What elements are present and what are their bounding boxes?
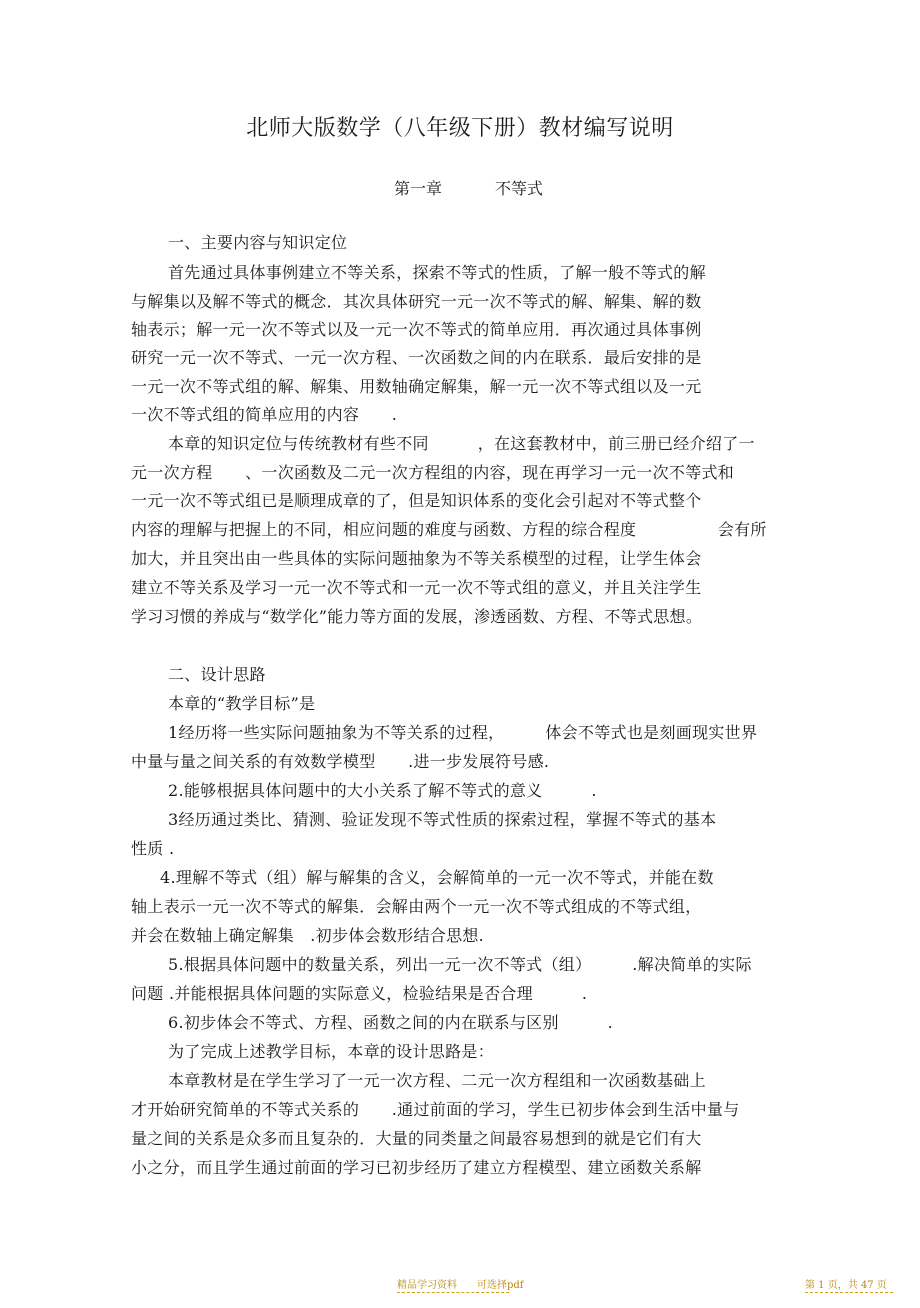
paragraph-line: 本章的“教学目标”是 bbox=[168, 694, 316, 713]
chapter-name: 不等式 bbox=[495, 179, 544, 198]
objective-line: 5.根据具体问题中的数量关系，列出一元一次不等式（组） .解决简单的实际 bbox=[168, 955, 752, 974]
objective-line: 3经历通过类比、猜测、验证发现不等式性质的探索过程，掌握不等式的基本 bbox=[168, 810, 717, 829]
footer-divider bbox=[805, 1292, 893, 1293]
section-heading: 一、主要内容与知识定位 bbox=[168, 233, 348, 252]
paragraph-line: 建立不等关系及学习一元一次不等式和一元一次不等式组的意义，并且关注学生 bbox=[131, 578, 702, 597]
paragraph-line: 内容的理解与把握上的不同，相应问题的难度与函数、方程的综合程度 会有所 bbox=[131, 520, 767, 539]
paragraph-line: 加大，并且突出由一些具体的实际问题抽象为不等关系模型的过程，让学生体会 bbox=[131, 549, 702, 568]
objective-line: 1经历将一些实际问题抽象为不等关系的过程， 体会不等式也是刻画现实世界 bbox=[168, 723, 758, 742]
paragraph-line: 小之分，而且学生通过前面的学习已初步经历了建立方程模型、建立函数关系解 bbox=[131, 1158, 702, 1177]
paragraph-line: 一次不等式组的简单应用的内容 . bbox=[131, 405, 398, 424]
objective-line: 轴上表示一元一次不等式的解集．会解由两个一元一次不等式组成的不等式组， bbox=[131, 897, 702, 916]
paragraph-line: 轴表示；解一元一次不等式以及一元一次不等式的简单应用．再次通过具体事例 bbox=[131, 320, 702, 339]
objective-line: 4.理解不等式（组）解与解集的含义，会解简单的一元一次不等式，并能在数 bbox=[160, 868, 714, 887]
objective-line: 性质 . bbox=[131, 839, 175, 858]
paragraph-line: 本章教材是在学生学习了一元一次方程、二元一次方程组和一次函数基础上 bbox=[168, 1071, 706, 1090]
section-heading: 二、设计思路 bbox=[168, 665, 266, 684]
paragraph-line: 量之间的关系是众多而且复杂的．大量的同类量之间最容易想到的就是它们有大 bbox=[131, 1129, 702, 1148]
paragraph-line: 一元一次不等式组的解、解集、用数轴确定解集，解一元一次不等式组以及一元 bbox=[131, 377, 702, 396]
objective-line: 并会在数轴上确定解集 .初步体会数形结合思想. bbox=[131, 926, 485, 945]
document-title: 北师大版数学（八年级下册）教材编写说明 bbox=[246, 116, 674, 141]
objective-line: 6.初步体会不等式、方程、函数之间的内在联系与区别 . bbox=[168, 1013, 614, 1032]
paragraph-line: 首先通过具体事例建立不等关系，探索不等式的性质，了解一般不等式的解 bbox=[168, 263, 706, 282]
footer-watermark: 精品学习资料 可选择pdf bbox=[397, 1280, 524, 1291]
paragraph-line: 一元一次不等式组已是顺理成章的了，但是知识体系的变化会引起对不等式整个 bbox=[131, 491, 702, 510]
paragraph-line: 研究一元一次不等式、一元一次方程、一次函数之间的内在联系．最后安排的是 bbox=[131, 348, 702, 367]
page-number: 第 1 页，共 47 页 bbox=[805, 1280, 887, 1291]
objective-line: 问题 .并能根据具体问题的实际意义，检验结果是否合理 . bbox=[131, 984, 588, 1003]
paragraph-line: 为了完成上述教学目标，本章的设计思路是： bbox=[168, 1042, 495, 1061]
paragraph-line: 学习习惯的养成与“数学化”能力等方面的发展，渗透函数、方程、不等式思想。 bbox=[131, 607, 703, 626]
paragraph-line: 元一次方程 、一次函数及二元一次方程组的内容，现在再学习一元一次不等式和 bbox=[131, 463, 735, 482]
objective-line: 中量与量之间关系的有效数学模型 .进一步发展符号感. bbox=[131, 752, 550, 771]
paragraph-line: 与解集以及解不等式的概念．其次具体研究一元一次不等式的解、解集、解的数 bbox=[131, 292, 702, 311]
chapter-number: 第一章 bbox=[394, 179, 443, 198]
paragraph-line: 才开始研究简单的不等式关系的 .通过前面的学习，学生已初步体会到生活中量与 bbox=[131, 1100, 740, 1119]
footer-divider bbox=[397, 1292, 509, 1293]
paragraph-line: 本章的知识定位与传统教材有些不同 ，在这套教材中，前三册已经介绍了一 bbox=[168, 434, 755, 453]
objective-line: 2.能够根据具体问题中的大小关系了解不等式的意义 . bbox=[168, 781, 597, 800]
